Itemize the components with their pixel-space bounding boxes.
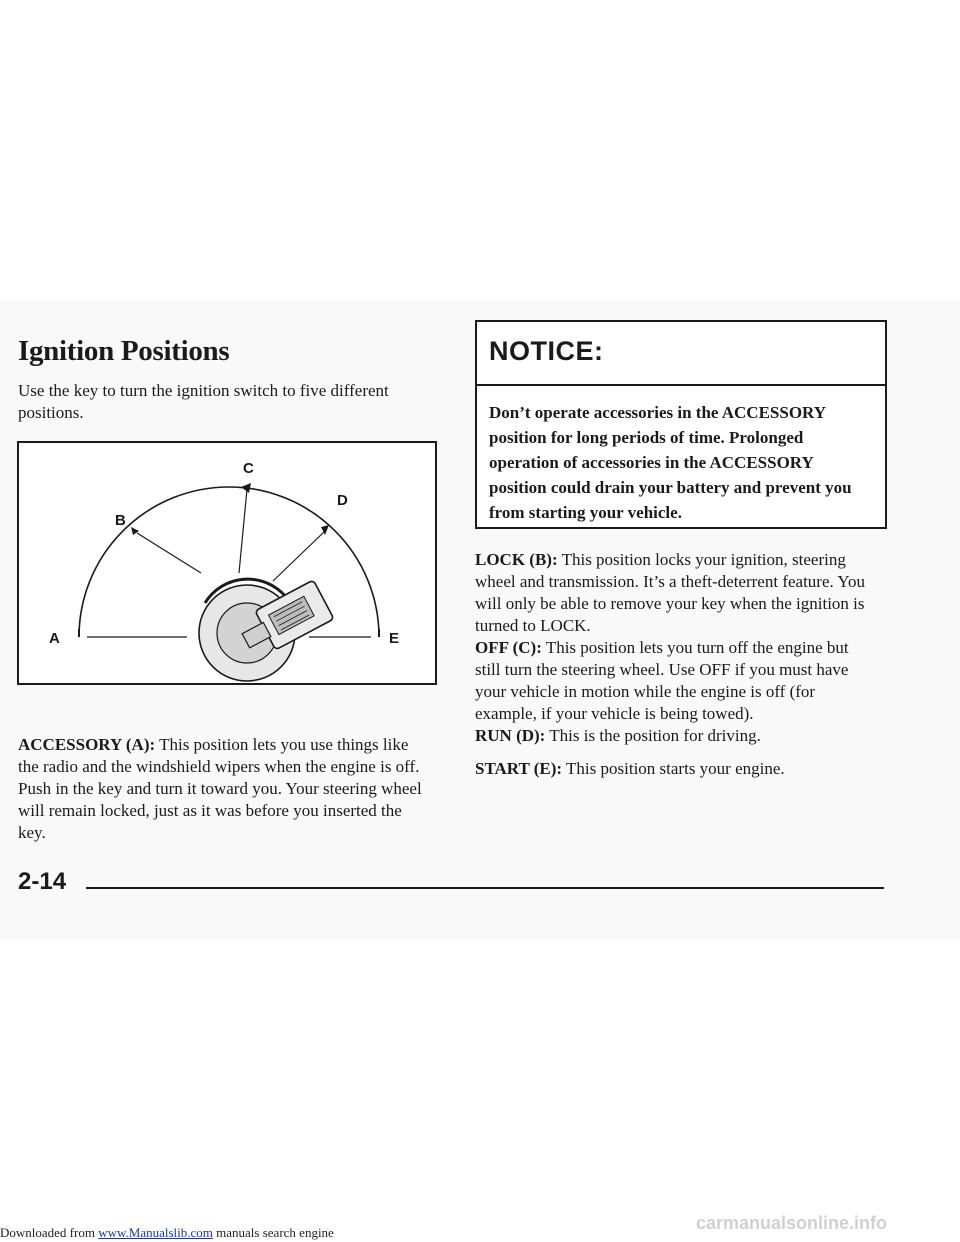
banner-prefix: Downloaded from — [0, 1225, 99, 1240]
leader-b — [137, 533, 201, 573]
leader-d — [273, 531, 325, 581]
lock-text: This position locks your ignition, steering wheel and transmission. It’s a theft-deterrent feature. You will only be able to remove your key when the ignition is turned to LOCK. — [475, 550, 865, 635]
banner-suffix: manuals search engine — [212, 1225, 334, 1240]
run-term: RUN (D): — [475, 726, 546, 745]
label-a: A — [49, 630, 60, 647]
off-text: This position lets you turn off the engine but still turn the steering wheel. Use OFF if you must have your vehicle in motion while the engine is off (for example, if your vehicle is being towed). — [475, 638, 849, 723]
footer-rule — [86, 887, 884, 889]
arrow-c-icon — [241, 483, 251, 493]
start-term: START (E): — [475, 759, 563, 778]
start-paragraph — [475, 758, 875, 780]
leader-c — [239, 489, 247, 573]
accessory-paragraph — [18, 734, 423, 844]
off-term: OFF (C): — [475, 638, 542, 657]
ignition-diagram — [17, 441, 437, 685]
label-b: B — [115, 512, 126, 529]
run-text: This is the position for driving. — [545, 726, 761, 745]
lock-paragraph — [475, 549, 875, 637]
page-title: Ignition Positions — [18, 335, 230, 367]
label-e: E — [389, 630, 400, 647]
off-paragraph — [475, 637, 875, 725]
notice-body: Don’t operate accessories in the ACCESSORY position for long periods of time. Prolonged operation of accessories in the ACCESSORY position could drain your battery and prevent you from starting your vehicle. — [489, 403, 852, 522]
accessory-text: This position lets you use things like the radio and the windshield wipers when the engine is off. Push in the key and turn it toward you. Your steering wheel will remain locked, just as it was before you inserted the key. — [18, 735, 422, 842]
watermark: carmanualsonline.info — [696, 1213, 888, 1233]
notice-heading: NOTICE: — [477, 322, 885, 386]
page-number: 2-14 — [18, 868, 67, 895]
label-d: D — [337, 492, 348, 509]
accessory-term: ACCESSORY (A): — [18, 735, 156, 754]
lock-term: LOCK (B): — [475, 550, 558, 569]
start-text: This position starts your engine. — [562, 759, 785, 778]
label-c: C — [243, 460, 254, 477]
notice-box — [475, 320, 887, 529]
download-banner — [0, 1225, 334, 1241]
intro-text: Use the key to turn the ignition switch to five different positions. — [18, 381, 389, 422]
ignition-switch-illustration — [19, 443, 435, 683]
manualslib-link[interactable]: www.Manualslib.com — [98, 1225, 213, 1240]
run-paragraph — [475, 725, 875, 747]
